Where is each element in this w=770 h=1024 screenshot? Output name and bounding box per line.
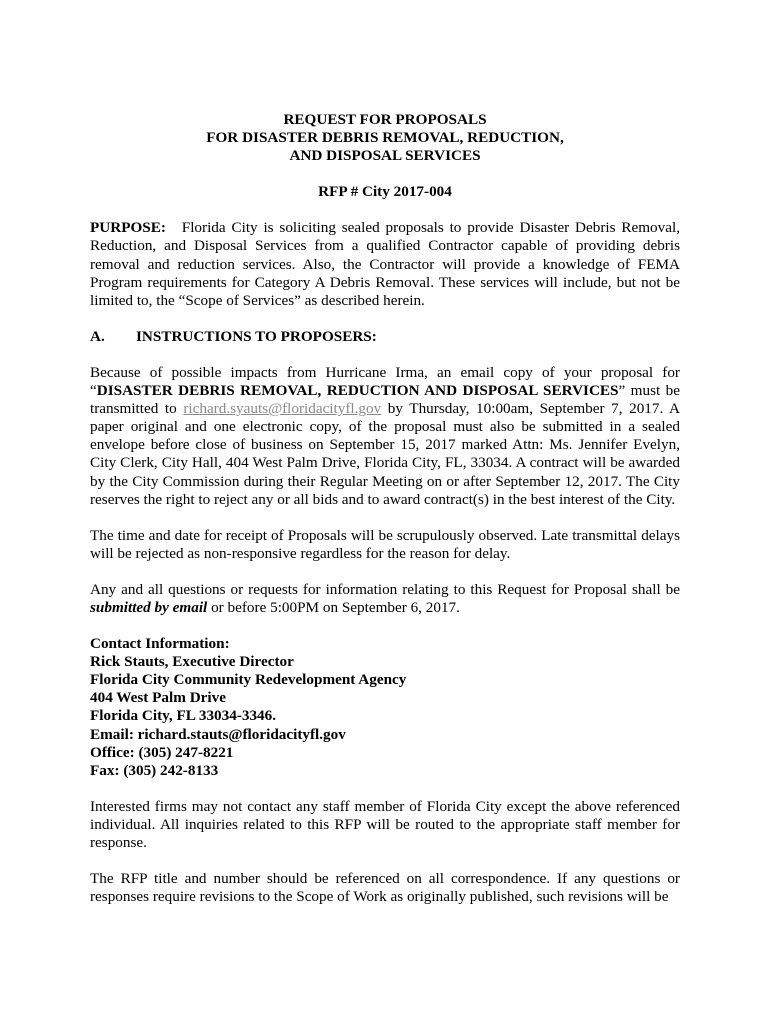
questions-after: or before 5:00PM on September 6, 2017. <box>207 598 460 616</box>
section-a-title: INSTRUCTIONS TO PROPOSERS: <box>136 327 377 345</box>
rfp-number: RFP # City 2017-004 <box>318 183 452 201</box>
correspondence-paragraph: The RFP title and number should be referenced on all correspondence. If any questions or responses require revisions to the Scope of Work as originally published, such revisions will be <box>90 870 680 906</box>
instructions-intro: Because of possible impacts from Hurricane Irma, an email copy of your proposal for “ <box>90 363 680 400</box>
instructions-after-title: ” must be transmitted to <box>90 382 680 418</box>
document-title <box>90 111 680 165</box>
contact-email: Email: richard.stauts@floridacityfl.gov <box>90 725 346 743</box>
proposal-email-link[interactable]: richard.syauts@floridacityfl.gov <box>183 400 382 418</box>
questions-paragraph <box>90 581 680 617</box>
section-a-heading <box>90 328 680 346</box>
purpose-paragraph <box>90 219 680 309</box>
instructions-rest: by Thursday, 10:00am, September 7, 2017. A paper original and one electronic copy, of the proposal must also be submitted in a sealed envelope before close of business on September 15, 2017 marked Attn: Ms. Jennifer Evelyn, City Clerk, City Hall, 404 West Palm Drive, Florida City, FL, 33034. A contract will be awarded by the City Commission during their Regular Meeting on or after September 12, 2017. The City reserves the right to reject any or all bids and to award contract(s) in the best interest of the City. <box>90 400 680 508</box>
purpose-label: PURPOSE: <box>90 219 166 237</box>
title-line-1: REQUEST FOR PROPOSALS <box>283 111 487 128</box>
staff-contact-paragraph: Interested firms may not contact any staff member of Florida City except the above referenced individual. All inquiries related to this RFP will be routed to the appropriate staff member for response. <box>90 797 680 851</box>
contact-heading: Contact Information: <box>90 635 230 653</box>
title-line-3: AND DISPOSAL SERVICES <box>289 147 481 165</box>
contact-block <box>90 635 680 780</box>
title-line-2: FOR DISASTER DEBRIS REMOVAL, REDUCTION, <box>206 129 564 147</box>
contact-agency: Florida City Community Redevelopment Agency <box>90 671 407 689</box>
section-a-letter: A. <box>90 327 105 345</box>
timing-paragraph: The time and date for receipt of Proposals will be scrupulously observed. Late transmittal delays will be rejected as non-responsive regardless for the reason for delay. <box>90 526 680 562</box>
contact-street: 404 West Palm Drive <box>90 689 226 707</box>
questions-before: Any and all questions or requests for information relating to this Request for Proposal shall be <box>90 580 680 598</box>
service-title: DISASTER DEBRIS REMOVAL, REDUCTION AND DISPOSAL SERVICES <box>96 382 619 400</box>
contact-city: Florida City, FL 33034-3346. <box>90 707 277 725</box>
contact-name: Rick Stauts, Executive Director <box>90 653 294 671</box>
purpose-text: Florida City is soliciting sealed proposals to provide Disaster Debris Removal, Reduction, and Disposal Services from a qualified Contractor capable of providing debris removal and reduction services. Also, the Contractor will provide a knowledge of FEMA Program requirements for Category A Debris Removal. These services will include, but not be limited to, the “Scope of Services” as described herein. <box>90 219 680 309</box>
document-body <box>90 111 680 906</box>
instructions-paragraph <box>90 364 680 509</box>
contact-fax: Fax: (305) 242-8133 <box>90 761 219 779</box>
questions-emphasis: submitted by email <box>90 598 208 616</box>
contact-office-phone: Office: (305) 247-8221 <box>90 743 234 761</box>
